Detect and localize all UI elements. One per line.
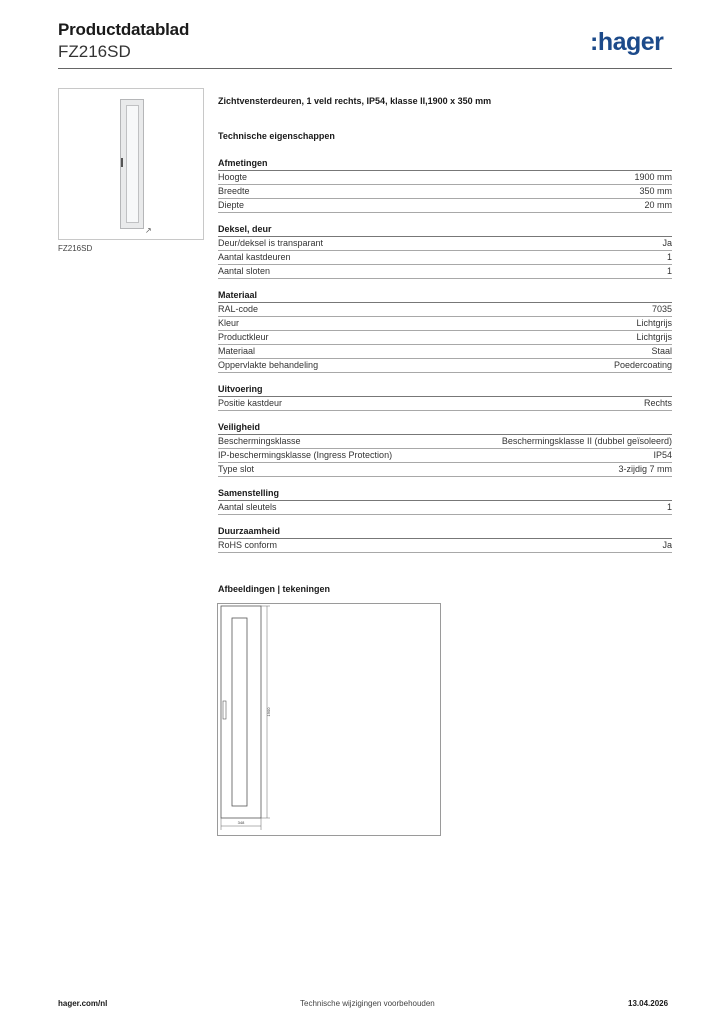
technical-properties-title: Technische eigenschappen (218, 131, 335, 141)
spec-label: Aantal kastdeuren (218, 252, 291, 262)
spec-section (218, 289, 672, 373)
spec-label: Aantal sloten (218, 266, 271, 276)
spec-row (218, 237, 672, 251)
spec-value: Staal (651, 346, 672, 356)
spec-label: RAL-code (218, 304, 259, 314)
drawing-window-outline (232, 618, 247, 806)
spec-value: Ja (662, 238, 672, 248)
footer-website[interactable]: hager.com/nl (58, 999, 108, 1008)
spec-value: Rechts (643, 398, 672, 408)
drawing-svg (218, 604, 440, 835)
spec-label: Type slot (218, 464, 255, 474)
header-divider (58, 68, 672, 69)
spec-label: Beschermingsklasse (218, 436, 301, 446)
spec-section (218, 383, 672, 411)
spec-label: Oppervlakte behandeling (218, 360, 319, 370)
spec-label: Aantal sleutels (218, 502, 277, 512)
spec-row (218, 265, 672, 279)
spec-sections (218, 157, 672, 553)
specifications (218, 96, 672, 553)
width-dimension-label: 348 (237, 820, 245, 825)
spec-value: Beschermingsklasse II (dubbel geïsoleerd) (501, 436, 672, 446)
spec-row (218, 501, 672, 515)
spec-section (218, 487, 672, 515)
spec-row (218, 345, 672, 359)
spec-value: 1 (666, 266, 672, 276)
spec-label: Materiaal (218, 346, 256, 356)
spec-section (218, 525, 672, 553)
spec-row (218, 463, 672, 477)
section-title: Duurzaamheid (218, 525, 672, 539)
spec-value: Lichtgrijs (636, 318, 672, 328)
spec-value: IP54 (653, 450, 672, 460)
section-title: Materiaal (218, 289, 672, 303)
spec-row (218, 317, 672, 331)
height-dimension-label: 1900 (266, 707, 271, 717)
spec-label: Deur/deksel is transparant (218, 238, 324, 248)
spec-value: 1 (666, 502, 672, 512)
technical-drawing (217, 603, 441, 836)
section-title: Afmetingen (218, 157, 672, 171)
spec-label: Diepte (218, 200, 245, 210)
spec-value: 20 mm (644, 200, 672, 210)
arrow-icon: ↗ (145, 226, 152, 235)
door-handle (121, 158, 123, 167)
hager-logo: :hager (590, 28, 664, 56)
spec-row (218, 449, 672, 463)
drawing-handle (223, 701, 226, 719)
drawings-title: Afbeeldingen | tekeningen (218, 584, 331, 594)
section-title: Uitvoering (218, 383, 672, 397)
door-icon (120, 99, 144, 229)
spec-section (218, 421, 672, 477)
footer-disclaimer: Technische wijzigingen voorbehouden (300, 999, 435, 1008)
spec-row (218, 251, 672, 265)
spec-row (218, 397, 672, 411)
spec-row (218, 539, 672, 553)
spec-row (218, 303, 672, 317)
spec-value: Ja (662, 540, 672, 550)
spec-row (218, 359, 672, 373)
spec-value: Poedercoating (613, 360, 672, 370)
drawing-door-outline (221, 606, 261, 818)
product-description: Zichtvensterdeuren, 1 veld rechts, IP54, klasse II,1900 x 350 mm (218, 96, 492, 106)
spec-value: 1 (666, 252, 672, 262)
document-subtitle: FZ216SD (58, 42, 131, 61)
document-title: Productdatablad (58, 20, 190, 39)
product-thumbnail (58, 88, 204, 240)
spec-value: 7035 (651, 304, 672, 314)
spec-row (218, 331, 672, 345)
spec-label: Productkleur (218, 332, 269, 342)
spec-value: Lichtgrijs (636, 332, 672, 342)
section-title: Deksel, deur (218, 223, 672, 237)
spec-label: IP-beschermingsklasse (Ingress Protection) (218, 450, 393, 460)
spec-section (218, 157, 672, 213)
spec-row (218, 171, 672, 185)
section-title: Veiligheid (218, 421, 672, 435)
thumbnail-caption: FZ216SD (58, 244, 93, 253)
spec-label: Positie kastdeur (218, 398, 283, 408)
section-title: Samenstelling (218, 487, 672, 501)
spec-label: Kleur (218, 318, 240, 328)
spec-label: RoHS conform (218, 540, 278, 550)
footer-date: 13.04.2026 (628, 999, 669, 1008)
spec-row (218, 185, 672, 199)
spec-value: 3-zijdig 7 mm (618, 464, 672, 474)
page-header (58, 20, 189, 62)
spec-row (218, 435, 672, 449)
door-window (126, 105, 139, 223)
spec-label: Hoogte (218, 172, 248, 182)
spec-value: 1900 mm (634, 172, 672, 182)
spec-value: 350 mm (639, 186, 672, 196)
spec-section (218, 223, 672, 279)
spec-label: Breedte (218, 186, 250, 196)
spec-row (218, 199, 672, 213)
